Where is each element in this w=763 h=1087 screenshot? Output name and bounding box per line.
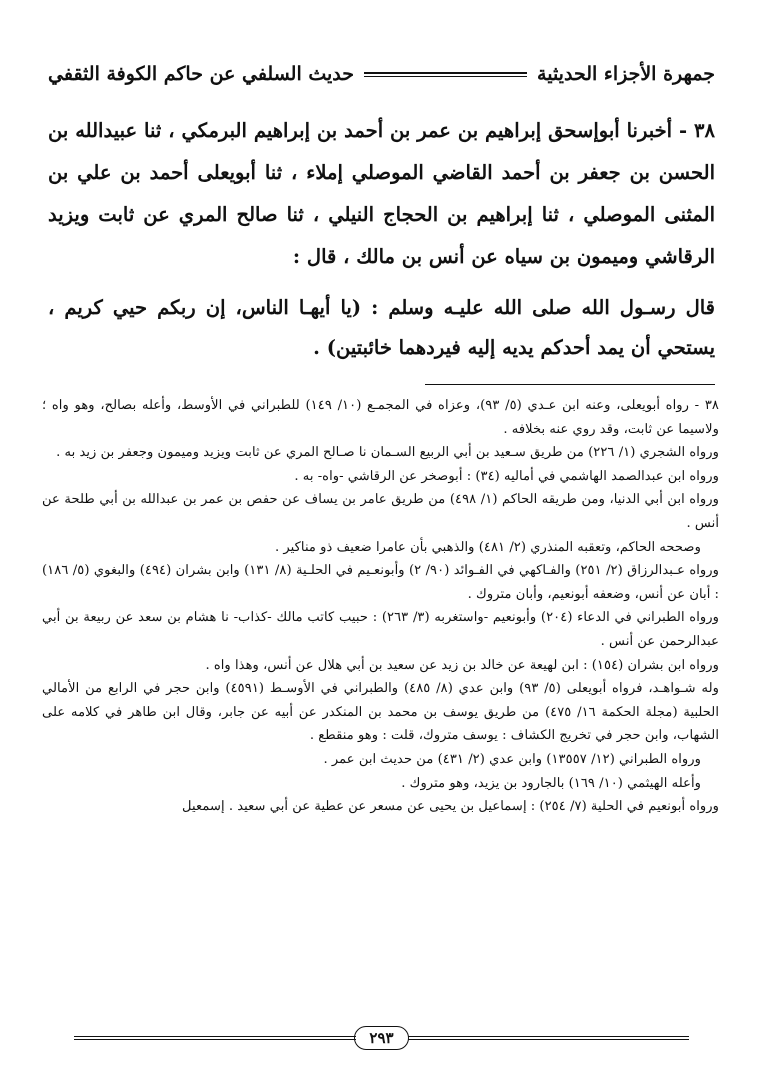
running-header — [48, 56, 715, 92]
footnote-paragraph: ورواه الطبراني (١٢/ ١٣٥٥٧) وابن عدي (٢/ ٤٣١) من حديث ابن عمر . — [323, 751, 701, 767]
footer-rule — [407, 1036, 689, 1040]
header-rule — [364, 72, 527, 77]
footnote-paragraph: ورواه عـبدالرزاق (٢/ ٢٥١) والفـاكهي في الفـوائد (٩٠/ ٢) وأبونعـيم في الحلـية (٨/ ١٣١) وابن بشران (٤٩٤) والبغوي (٥/ ١٨٦) : أبان عن أنس، وضعفه أبونعيم، وأبان متروك . — [42, 563, 720, 602]
page-number: ٢٩٣ — [354, 1026, 408, 1050]
isnad-paragraph: ٣٨ - أخبرنا أبوإسحق إبراهيم بن عمر بن أحمد بن إبراهيم البرمكي ، ثنا عبيدالله بن الحسن بن جعفر بن أحمد القاضي الموصلي إملاء ، ثنا أبويعلى أحمد بن علي بن المثنى الموصلي ، ثنا إبراهيم بن الحجاج النيلي ، ثنا صالح المري عن ثابت ويزيد الرقاشي وميمون بن سياه عن أنس بن مالك ، قال : — [48, 119, 715, 268]
footnote-paragraph: ورواه ابن عبدالصمد الهاشمي في أماليه (٣٤) : أبوصخر عن الرقاشي -واه- به . — [294, 468, 719, 484]
footnote-paragraph: ورواه أبونعيم في الحلية (٧/ ٢٥٤) : إسماعيل بن يحيى عن مسعر عن عطية عن أبي سعيد . إسمعيل — [182, 799, 719, 815]
footnote-paragraph: ورواه الطبراني في الدعاء (٢٠٤) وأبونعيم -واستغربه (٣/ ٢٦٣) : حبيب كاتب مالك -كذاب- نا هشام بن سعد عن ربيعة بن أبي عبدالرحمن عن أنس . — [42, 610, 719, 649]
footer-rule — [74, 1036, 356, 1040]
main-text — [48, 110, 715, 368]
part-title: حديث السلفي عن حاكم الكوفة الثقفي — [48, 63, 355, 85]
footnote-paragraph: وأعله الهيثمي (١٠/ ١٦٩) بالجارود بن يزيد، وهو متروك . — [401, 775, 701, 791]
footnote-paragraph: ورواه ابن بشران (١٥٤) : ابن لهيعة عن خالد بن زيد عن سعيد بن أبي هلال عن أنس، وهذا واه . — [205, 657, 719, 673]
book-title: جمهرة الأجزاء الحديثية — [537, 63, 715, 85]
page-footer — [74, 1026, 689, 1050]
footnote-paragraph: وصححه الحاكم، وتعقبه المنذري (٢/ ٤٨١) والذهبي بأن عامرا ضعيف ذو مناكير . — [275, 539, 701, 555]
footnote-paragraph: ورواه الشجري (١/ ٢٢٦) من طريق سـعيد بن أبي الربيع السـمان نا صـالح المري عن ثابت ويزيد وميمون وجعفر بن زيد به . — [56, 445, 719, 461]
footnotes — [42, 394, 719, 819]
footnote-paragraph: ٣٨ - رواه أبويعلى، وعنه ابن عـدي (٥/ ٩٣)، وعزاه في المجمـع (١٠/ ١٤٩) للطبراني في الأوسط، وأعله بصالح، وهو واه ؛ ولاسيما عن ثابت، وقد روي عنه بخلافه . — [42, 398, 720, 437]
footnote-paragraph: وله شـواهـد، فرواه أبويعلى (٥/ ٩٣) وابن عدي (٨/ ٤٨٥) والطبراني في الأوسـط (٤٥٩١) وابن حجر في الرابع من الأمالي الحلبية (مجلة الحكمة ١٦/ ٤٧٥) من طريق يوسف بن محمد بن المنكدر عن أبيه عن جابر، وقال ابن طاهر في كلامه على الشهاب، وابن حجر في تخريج الكشاف : يوسف متروك، قلت : وهو منقطع . — [42, 681, 719, 744]
footnote-separator — [425, 384, 715, 385]
matn-paragraph: قال رسـول الله صلى الله عليـه وسلم : (يا أيهـا الناس، إن ربكم حيي كريم ، يستحي أن يمد أحدكم يديه إليه فيردهما خائبتين) . — [48, 296, 715, 359]
footnote-paragraph: ورواه ابن أبي الدنيا، ومن طريقه الحاكم (١/ ٤٩٨) من طريق عامر بن يساف عن حفص بن عمر بن عبدالله بن أبي طلحة عن أنس . — [42, 492, 719, 531]
